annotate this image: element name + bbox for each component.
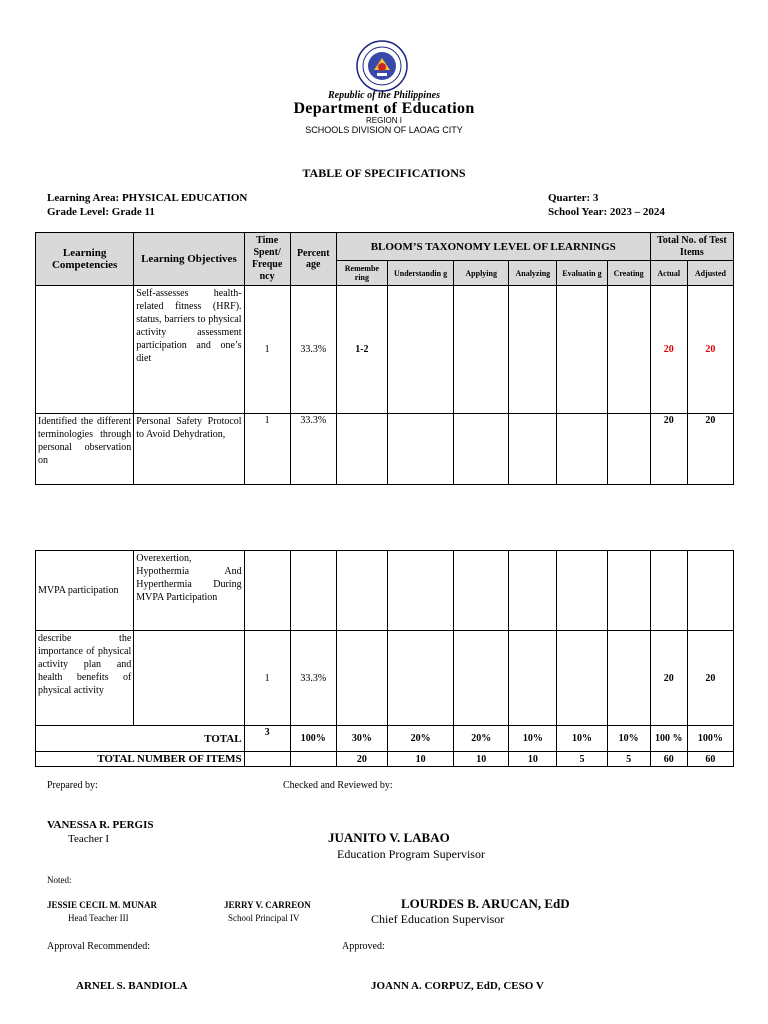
percent-cell: 33.3%	[290, 286, 336, 414]
total-applying: 20%	[454, 726, 509, 752]
document-title: TABLE OF SPECIFICATIONS	[302, 166, 466, 180]
competency-cell: MVPA participation	[36, 551, 134, 631]
items-label: TOTAL NUMBER OF ITEMS	[36, 752, 245, 767]
checked-by-label: Checked and Reviewed by:	[283, 780, 393, 791]
items-actual: 60	[650, 752, 687, 767]
analyzing-cell	[509, 414, 557, 485]
items-understanding: 10	[387, 752, 453, 767]
approval-recommended-label: Approval Recommended:	[47, 941, 151, 952]
header-creating: Creating	[607, 261, 650, 286]
approved-label: Approved:	[342, 941, 385, 952]
department-name: Department of Education	[293, 100, 475, 117]
header-actual: Actual	[650, 261, 687, 286]
evaluating-cell	[557, 286, 607, 414]
remembering-cell	[336, 414, 387, 485]
applying-cell	[454, 286, 509, 414]
deped-seal-icon	[356, 40, 408, 92]
items-applying: 10	[454, 752, 509, 767]
grade-level: Grade Level: Grade 11	[47, 206, 155, 218]
percent-cell: 33.3%	[290, 414, 336, 485]
remembering-cell	[336, 551, 387, 631]
total-adjusted: 100%	[687, 726, 733, 752]
objective-cell: Self-assesses health-related fitness (HRF). status, barriers to physical activity assessment participation and one’s diet	[134, 286, 244, 414]
header-adjusted: Adjusted	[687, 261, 733, 286]
header-total-items: Total No. of Test Items	[650, 233, 733, 261]
approver-name: JOANN A. CORPUZ, EdD, CESO V	[371, 980, 544, 992]
noted-label: Noted:	[47, 875, 72, 885]
specifications-table-continued	[35, 550, 734, 767]
items-adjusted: 60	[687, 752, 733, 767]
header-blooms: BLOOM’S TAXONOMY LEVEL OF LEARNINGS	[336, 233, 650, 261]
teacher-name: VANESSA R. PERGIS	[47, 819, 154, 831]
teacher-title: Teacher I	[68, 833, 110, 845]
actual-cell	[650, 551, 687, 631]
total-evaluating: 10%	[557, 726, 607, 752]
items-remembering: 20	[336, 752, 387, 767]
understanding-cell	[387, 551, 453, 631]
division-text: SCHOOLS DIVISION OF LAOAG CITY	[305, 125, 463, 135]
remembering-cell	[336, 631, 387, 726]
header-time: Time Spent/ Freque ncy	[244, 233, 290, 286]
actual-cell: 20	[650, 631, 687, 726]
school-year: School Year: 2023 – 2024	[548, 206, 665, 218]
learning-area: Learning Area: PHYSICAL EDUCATION	[47, 192, 248, 204]
analyzing-cell	[509, 551, 557, 631]
applying-cell	[454, 631, 509, 726]
items-analyzing: 10	[509, 752, 557, 767]
specifications-table	[35, 232, 734, 485]
supervisor-title: Education Program Supervisor	[337, 847, 485, 861]
header-objectives: Learning Objectives	[134, 233, 244, 286]
header-applying: Applying	[454, 261, 509, 286]
header-remembering: Remembe ring	[336, 261, 387, 286]
chief-title: Chief Education Supervisor	[371, 912, 505, 926]
recommender-name: ARNEL S. BANDIOLA	[76, 980, 188, 992]
creating-cell	[607, 414, 650, 485]
applying-cell	[454, 551, 509, 631]
total-label: TOTAL	[36, 726, 245, 752]
items-evaluating: 5	[557, 752, 607, 767]
analyzing-cell	[509, 631, 557, 726]
table-row	[36, 551, 734, 631]
header-competencies: Learning Competencies	[36, 233, 134, 286]
republic-text: Republic of the Philippines	[328, 90, 440, 101]
region-text: REGION I	[365, 116, 402, 125]
competency-cell	[36, 286, 134, 414]
chief-name: LOURDES B. ARUCAN, EdD	[401, 896, 570, 911]
adjusted-cell: 20	[687, 414, 733, 485]
objective-cell: Overexertion, Hypothermia And Hyperthermia During MVPA Participation	[134, 551, 244, 631]
head-teacher-name: JESSIE CECIL M. MUNAR	[47, 900, 158, 910]
time-cell: 1	[244, 414, 290, 485]
table-row	[36, 414, 734, 485]
total-remembering: 30%	[336, 726, 387, 752]
quarter: Quarter: 3	[548, 192, 599, 204]
actual-cell: 20	[650, 414, 687, 485]
total-row	[36, 726, 734, 752]
header-percent: Percent age	[290, 233, 336, 286]
total-creating: 10%	[607, 726, 650, 752]
time-cell: 1	[244, 631, 290, 726]
principal-title: School Principal IV	[228, 913, 300, 923]
prepared-by-label: Prepared by:	[47, 780, 98, 791]
evaluating-cell	[557, 551, 607, 631]
total-time: 3	[244, 726, 290, 752]
items-row	[36, 752, 734, 767]
competency-cell: describe the importance of physical activity plan and health benefits of physical activity	[36, 631, 134, 726]
objective-cell: Personal Safety Protocol to Avoid Dehydration,	[134, 414, 244, 485]
competency-cell: Identified the different terminologies through personal observation on	[36, 414, 134, 485]
total-understanding: 20%	[387, 726, 453, 752]
percent-cell: 33.3%	[290, 631, 336, 726]
analyzing-cell	[509, 286, 557, 414]
principal-name: JERRY V. CARREON	[224, 900, 311, 910]
adjusted-cell: 20	[687, 631, 733, 726]
remembering-cell: 1-2	[336, 286, 387, 414]
adjusted-cell	[687, 551, 733, 631]
items-creating: 5	[607, 752, 650, 767]
actual-cell: 20	[650, 286, 687, 414]
supervisor-name: JUANITO V. LABAO	[328, 830, 450, 845]
total-analyzing: 10%	[509, 726, 557, 752]
table-row	[36, 631, 734, 726]
understanding-cell	[387, 414, 453, 485]
items-time	[244, 752, 290, 767]
items-percent	[290, 752, 336, 767]
time-cell: 1	[244, 286, 290, 414]
creating-cell	[607, 631, 650, 726]
objective-cell	[134, 631, 244, 726]
total-percent: 100%	[290, 726, 336, 752]
header-analyzing: Analyzing	[509, 261, 557, 286]
time-cell	[244, 551, 290, 631]
percent-cell	[290, 551, 336, 631]
evaluating-cell	[557, 631, 607, 726]
applying-cell	[454, 414, 509, 485]
header-evaluating: Evaluatin g	[557, 261, 607, 286]
evaluating-cell	[557, 414, 607, 485]
header-understanding: Understandin g	[387, 261, 453, 286]
head-teacher-title: Head Teacher III	[68, 913, 129, 923]
understanding-cell	[387, 286, 453, 414]
total-actual: 100 %	[650, 726, 687, 752]
adjusted-cell: 20	[687, 286, 733, 414]
creating-cell	[607, 286, 650, 414]
understanding-cell	[387, 631, 453, 726]
table-row	[36, 286, 734, 414]
creating-cell	[607, 551, 650, 631]
